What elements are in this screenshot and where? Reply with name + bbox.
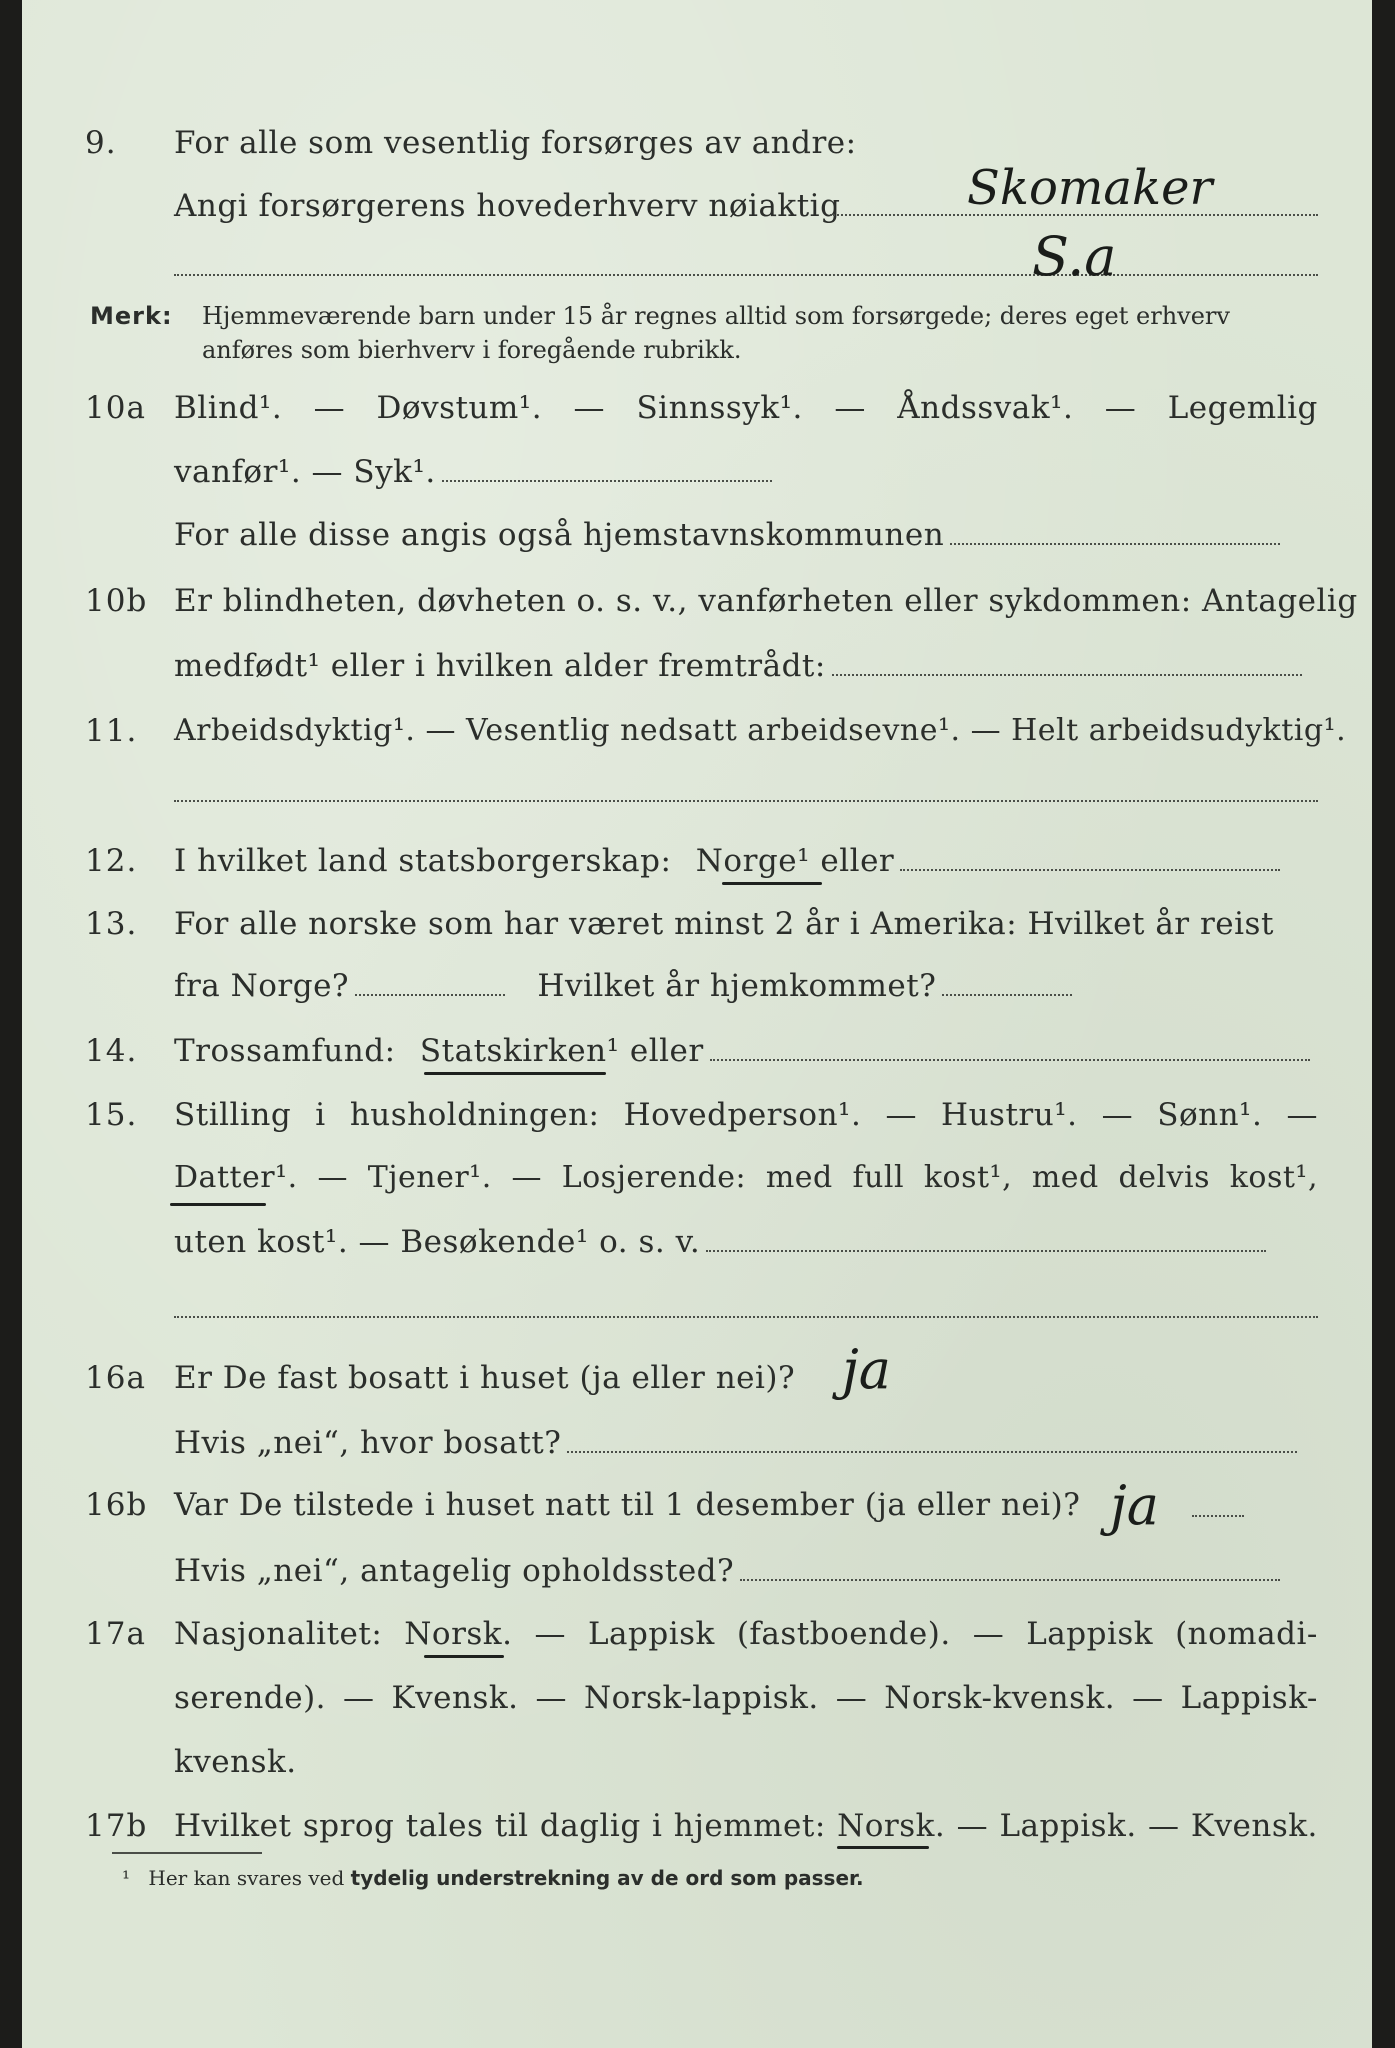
- merk-label: Merk:: [90, 302, 173, 330]
- q15-line3: [174, 1224, 1318, 1260]
- q10a-number: 10a: [85, 390, 146, 426]
- w: (nomadi-: [1175, 1616, 1318, 1652]
- q10a-line3: [174, 517, 1318, 553]
- q16b-handwritten-answer: ja: [1110, 1474, 1159, 1537]
- q17a-number: 17a: [85, 1616, 146, 1652]
- q12-underline-mark: [722, 882, 822, 885]
- option-andssvak: Åndssvak¹.: [897, 390, 1074, 426]
- w: Stilling: [174, 1097, 292, 1133]
- dash: —: [511, 1160, 542, 1195]
- option-norsk: Norsk.: [837, 1808, 946, 1844]
- q12-prefix: I hvilket land statsborgerskap:: [174, 843, 672, 879]
- dash: —: [956, 1808, 989, 1844]
- dash: —: [834, 390, 866, 426]
- q16a-line1: Er De fast bosatt i huset (ja eller nei)?: [174, 1360, 796, 1396]
- option-hovedperson: Hovedperson¹.: [623, 1097, 862, 1133]
- option-norsk: Norsk.: [404, 1616, 513, 1652]
- dash: —: [535, 1680, 568, 1716]
- q10a-line2: [174, 454, 1318, 490]
- q15-line1: [174, 1097, 1318, 1133]
- w: i: [652, 1808, 663, 1844]
- q14-suffix: eller: [629, 1033, 704, 1069]
- option-kvensk: Kvensk.: [1190, 1808, 1318, 1844]
- q15-line3-text: uten kost¹. — Besøkende¹ o. s. v.: [174, 1224, 701, 1260]
- q16a-handwritten-answer: ja: [842, 1338, 891, 1401]
- q10a-line3-text: For alle disse angis også hjemstavnskommunen: [174, 517, 945, 553]
- w: (fastboende).: [736, 1616, 951, 1652]
- option-legemlig: Legemlig: [1167, 390, 1318, 426]
- q16a-line2-text: Hvis „nei“, hvor bosatt?: [174, 1425, 562, 1461]
- q10b-number: 10b: [85, 583, 148, 619]
- q12-dots: [900, 869, 1280, 871]
- q12-suffix: eller: [820, 843, 895, 879]
- q16b-line2: [174, 1553, 1318, 1589]
- option-hustru: Hustru¹.: [941, 1097, 1078, 1133]
- option-lappisk-kvensk: Lappisk-: [1180, 1680, 1318, 1716]
- q16b-line2-dots: [740, 1579, 1280, 1581]
- q16b-number: 16b: [85, 1487, 148, 1523]
- q10b-line2: [174, 648, 1318, 684]
- q9-handwritten-occupation: Skomaker: [967, 160, 1213, 216]
- q9-line2-text: Angi forsørgerens hovederhverv nøiaktig: [174, 188, 841, 224]
- w: hjemmet:: [673, 1808, 826, 1844]
- q13-line2b: Hvilket år hjemkommet?: [537, 968, 937, 1004]
- w: serende).: [174, 1680, 327, 1716]
- q12-number: 12.: [85, 843, 138, 879]
- merk-line1: Hjemmeværende barn under 15 år regnes alltid som forsørgede; deres eget erhverv: [202, 302, 1230, 330]
- q15-underline-mark: [170, 1203, 266, 1206]
- option-norsk-lappisk: Norsk-lappisk.: [584, 1680, 819, 1716]
- q10b-line2-text: medfødt¹ eller i hvilken alder fremtrådt:: [174, 648, 826, 684]
- q9-answer-line2: [174, 274, 1318, 276]
- dash: —: [1104, 390, 1137, 426]
- q17a-line3: kvensk.: [174, 1744, 297, 1780]
- q12-choice-norge: Norge¹: [695, 843, 811, 879]
- dash: —: [885, 1097, 917, 1133]
- w: i: [315, 1097, 326, 1133]
- dash: —: [1101, 1097, 1134, 1133]
- q17b-number: 17b: [85, 1808, 148, 1844]
- option-sinnssyk: Sinnssyk¹.: [636, 390, 803, 426]
- q16b-line2-text: Hvis „nei“, antagelig opholdssted?: [174, 1553, 735, 1589]
- q10a-line2-dots: [442, 480, 772, 482]
- q10a-line2-text: vanfør¹. — Syk¹.: [174, 454, 436, 490]
- option-norsk-kvensk: Norsk-kvensk.: [884, 1680, 1116, 1716]
- q17b-line1: [174, 1808, 1318, 1844]
- option-tjener: Tjener¹.: [367, 1160, 492, 1195]
- footnote: [122, 1866, 864, 1890]
- w: daglig: [539, 1808, 641, 1844]
- dash: —: [343, 1680, 375, 1716]
- dash: —: [1286, 1097, 1318, 1133]
- w: tales: [405, 1808, 484, 1844]
- option-kvensk: Kvensk.: [391, 1680, 519, 1716]
- q14-underline-mark: [424, 1072, 606, 1075]
- option-losjerende: Losjerende:: [561, 1160, 747, 1195]
- q17a-line2: [174, 1680, 1318, 1716]
- q16b-line1: Var De tilstede i huset natt til 1 desember (ja eller nei)?: [174, 1487, 1081, 1523]
- w: kost¹,: [1229, 1160, 1318, 1195]
- w: kost¹,: [923, 1160, 1013, 1195]
- q10b-line1: Er blindheten, døvheten o. s. v., vanførheten eller sykdommen: Antagelig: [174, 583, 1358, 619]
- w: sprog: [302, 1808, 395, 1844]
- footnote-text: Her kan svares ved: [148, 1866, 345, 1890]
- q13-line1: For alle norske som har været minst 2 år i Amerika: Hvilket år reist: [174, 906, 1274, 942]
- q15-answer-line: [174, 1316, 1318, 1318]
- q14-choice-statskirken: Statskirken¹: [419, 1033, 620, 1069]
- option-dovstum: Døvstum¹.: [376, 390, 543, 426]
- q14-dots: [710, 1059, 1310, 1061]
- q16a-line2-dots: [567, 1451, 1297, 1453]
- q9-line1: For alle som vesentlig forsørges av andre:: [174, 125, 857, 161]
- q14-line: [174, 1033, 1318, 1069]
- w: delvis: [1118, 1160, 1210, 1195]
- dash: —: [534, 1616, 566, 1652]
- q11-line1: Arbeidsdyktig¹. — Vesentlig nedsatt arbeidsevne¹. — Helt arbeidsudyktig¹.: [174, 713, 1347, 748]
- option-sonn: Sønn¹.: [1157, 1097, 1263, 1133]
- dash: —: [1148, 1808, 1180, 1844]
- q13-line2a: fra Norge?: [174, 968, 350, 1004]
- q14-prefix: Trossamfund:: [174, 1033, 396, 1069]
- footnote-rule: [112, 1852, 262, 1854]
- w: med: [765, 1160, 833, 1195]
- w: husholdningen:: [349, 1097, 600, 1133]
- census-form-page: [22, 0, 1372, 2048]
- footnote-mark: ¹: [122, 1866, 131, 1890]
- dash: —: [1132, 1680, 1164, 1716]
- q15-line3-dots: [706, 1250, 1266, 1252]
- option-blind: Blind¹.: [174, 390, 283, 426]
- q12-line: [174, 843, 1318, 879]
- q9-number: 9.: [85, 125, 117, 161]
- option-lappisk: Lappisk: [587, 1616, 715, 1652]
- q11-answer-line: [174, 800, 1318, 802]
- q13-number: 13.: [85, 906, 138, 942]
- w: med: [1031, 1160, 1099, 1195]
- w: Hvilket: [174, 1808, 292, 1844]
- w: full: [852, 1160, 905, 1195]
- dash: —: [835, 1680, 868, 1716]
- q11-number: 11.: [85, 713, 138, 749]
- option-datter: Datter¹.: [174, 1160, 298, 1195]
- q9-handwritten-ditto: S.a: [1032, 225, 1117, 288]
- dash: —: [313, 390, 346, 426]
- q17b-underline-mark: [837, 1846, 929, 1849]
- option-lappisk-nomadic: Lappisk: [1026, 1616, 1154, 1652]
- w: Nasjonalitet:: [174, 1616, 383, 1652]
- option-lappisk: Lappisk.: [999, 1808, 1137, 1844]
- q16a-number: 16a: [85, 1360, 146, 1396]
- dash: —: [317, 1160, 348, 1195]
- q17a-underline-mark: [424, 1655, 504, 1658]
- w: til: [494, 1808, 529, 1844]
- q16a-line2: [174, 1425, 1318, 1461]
- footnote-bold-text: tydelig understrekning av de ord som passer.: [350, 1866, 864, 1890]
- q15-line2: [174, 1160, 1318, 1195]
- q13-dots-a: [355, 994, 505, 996]
- q13-line2: [174, 968, 1318, 1004]
- q14-number: 14.: [85, 1033, 138, 1069]
- q15-number: 15.: [85, 1097, 138, 1133]
- q10a-line3-dots: [950, 543, 1280, 545]
- dash: —: [573, 390, 606, 426]
- q13-dots-b: [942, 994, 1072, 996]
- q10a-line1: [174, 390, 1318, 426]
- merk-line2: anføres som bierhverv i foregående rubrikk.: [202, 336, 742, 364]
- dash: —: [972, 1616, 1005, 1652]
- q10b-line2-dots: [832, 674, 1302, 676]
- q16b-answer-dots: [1192, 1515, 1244, 1517]
- q17a-line1: [174, 1616, 1318, 1652]
